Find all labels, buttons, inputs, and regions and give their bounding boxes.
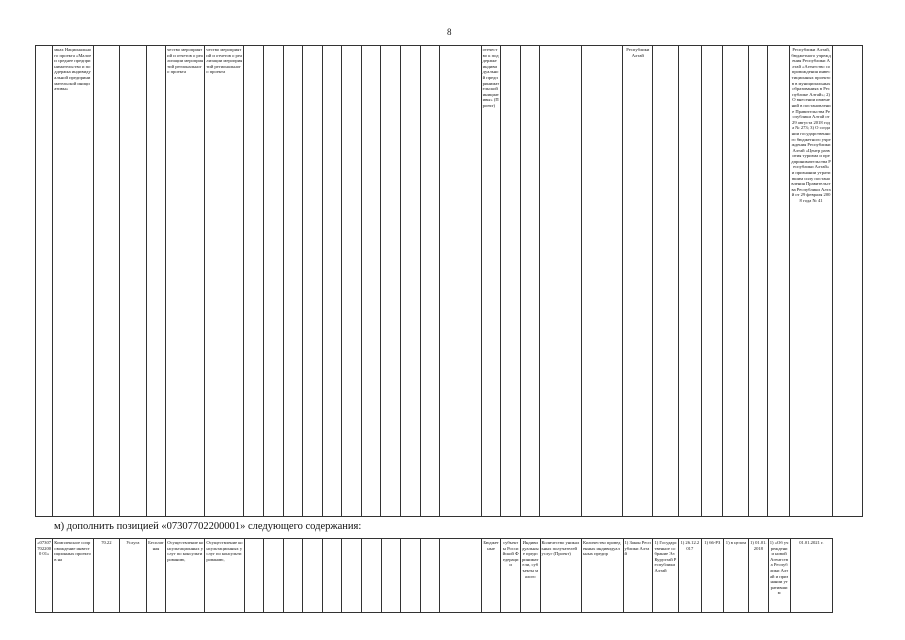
cell-institution-type: Бюджетные [481, 539, 501, 613]
cell-events-count-2: чество мероприятий и отчетов о реализации мероприятий регионального проекта [205, 46, 244, 517]
cell-act-number: 1) 66-РЗ [701, 539, 723, 613]
cell-level: субъекты Российской Федерации [501, 539, 521, 613]
amendment-caption: м) дополнить позицией «07307702200001» следующего содержания: [54, 521, 362, 532]
cell-type: Услуга [120, 539, 147, 613]
cell-content-2: Осуществление консультационных услуг по консультированию, [205, 539, 244, 613]
cell-project-name: мках Национального проекта «Малое и среднее предпринимательство и поддержка индивидуальной предпринимательской инициативы» [53, 46, 93, 517]
cell-consumers: Индивидуальные предприниматели, субъекты малого [520, 539, 540, 613]
cell-act-date: 1) 26.12.2017 [678, 539, 701, 613]
cell-region: Республики Алтай [623, 46, 653, 517]
cell-code: «073077022000 01» [36, 539, 53, 613]
cell-act-type: 1) Закон Республики Алтай [623, 539, 653, 613]
cell-act-start: 1) 01.01.2018 [749, 539, 769, 613]
cell-payment: Бесплатная [146, 539, 166, 613]
cell-act-title: 1) «Об учреждении новой Агентства Республики Алтай и признании утратившим [768, 539, 790, 613]
cell-events-count-1: чество мероприятий и отчетов о реализации мероприятий регионального проекта [166, 46, 205, 517]
cell-act-scope: 1) в целом [723, 539, 748, 613]
continued-table [35, 45, 863, 517]
cell-support-description: отечество к поддержке индивидуальной предпринимательской инициативы» (Проект) [481, 46, 501, 517]
new-position-table [35, 538, 863, 613]
cell-effective-date: 01.01.2021 г. [790, 539, 833, 613]
cell-content-1: Осуществление консультационных услуг по консультированию, [166, 539, 205, 613]
cell-okved: 70.22 [93, 539, 120, 613]
cell-indicator-2: Количество проведенных индивидуальных предпр [582, 539, 623, 613]
cell-legal-acts: Республики Алтай, бюджетного учреждения Республики Алтай «Агентство сопровождения инвестиционных проектов в муниципальных образованиях в Республике Алтай»; 2) О внесении изменений в постановление Правительства Республики Алтай от 29 августа 2018 года № 273; 3) О создании государственного бюджетного учреждения Республики Алтай «Центр развития туризма и предпринимательства Республики Алтай» и признании утратившим силу постановления Правительства Республики Алтай от 29 февраля 2008 года № 41 [790, 46, 833, 517]
cell-act-authority: 1) Государственное собрание Эл Курултай Республики Алтай [653, 539, 678, 613]
cell-service-name: Комплексное сопровождение инвестиционных проектов на [53, 539, 93, 613]
page-number: 8 [447, 27, 452, 37]
cell-indicator-1: Количество уникальных получателей услуг (Проект) [540, 539, 581, 613]
